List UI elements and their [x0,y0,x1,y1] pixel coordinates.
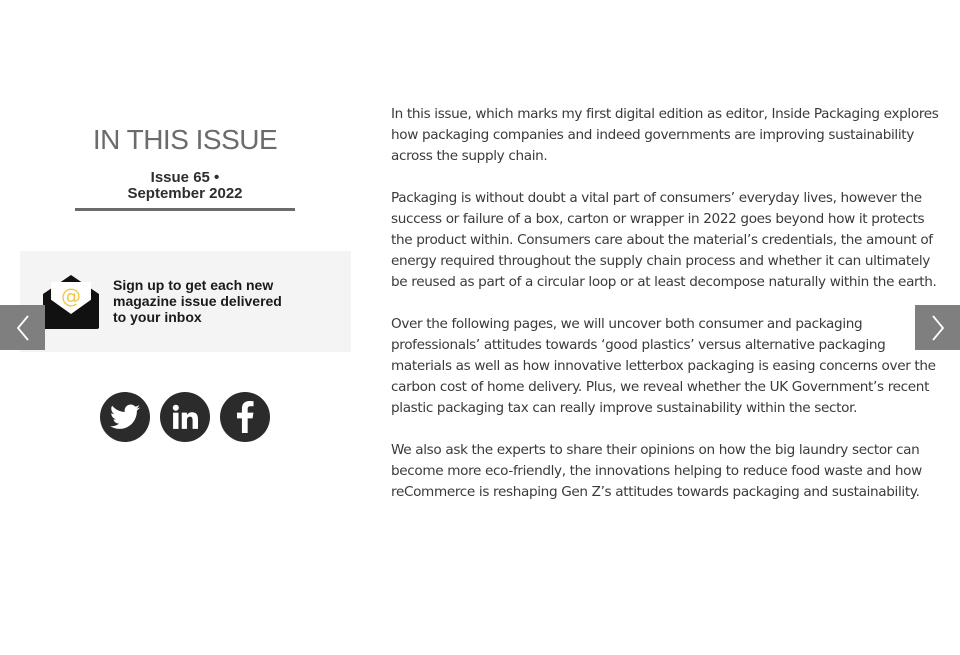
envelope-at-icon [42,272,100,330]
section-title: IN THIS ISSUE [92,124,278,155]
issue-info [0,170,370,202]
signup-line: to your inbox [113,309,202,325]
twitter-button[interactable] [100,392,150,442]
chevron-left-icon [16,315,30,341]
issue-number: Issue 65 • [150,169,220,186]
article-paragraph: Packaging is without doubt a vital part of consumers’ everyday lives, however the success or failure of a box, carton or wrapper in 2022 goes beyond how it protects the product within. Consumers care about the material’s credentials, the amount of energy required throughout the supply chain process and whether it can ultimately be reused as part of a circular loop or at least decompose naturally within the earth. [391,190,937,290]
title-divider [75,208,295,211]
issue-sidebar [0,0,370,655]
signup-line: magazine issue delivered [113,293,282,309]
facebook-icon [234,401,256,433]
article-paragraph: In this issue, which marks my first digital edition as editor, Inside Packaging explores how packaging companies and indeed governments are improving sustainability across the supply chain. [391,106,939,164]
linkedin-icon [172,404,198,430]
svg-text:@: @ [61,284,81,308]
newsletter-signup-button[interactable] [20,251,351,352]
previous-page-button[interactable] [0,305,45,350]
article-paragraph: Over the following pages, we will uncover both consumer and packaging professionals’ attitudes towards ‘good plastics’ versus alternative packaging materials as well as how innovative letterbox packaging is easing concerns over the carbon cost of home delivery. Plus, we reveal whether the UK Government’s recent plastic packaging tax can really improve sustainability within the sector. [391,316,936,416]
editorial-article [391,104,939,524]
article-paragraph: We also ask the experts to share their opinions on how the big laundry sector can become more eco-friendly, the innovations helping to reduce food waste and how reCommerce is reshaping Gen Z’s attitudes towards packaging and sustainability. [391,442,922,500]
signup-text [113,277,333,325]
facebook-button[interactable] [220,392,270,442]
issue-date: September 2022 [127,185,243,202]
linkedin-button[interactable] [160,392,210,442]
signup-line: Sign up to get each new [113,277,274,293]
twitter-icon [110,404,140,430]
social-links [100,392,270,442]
